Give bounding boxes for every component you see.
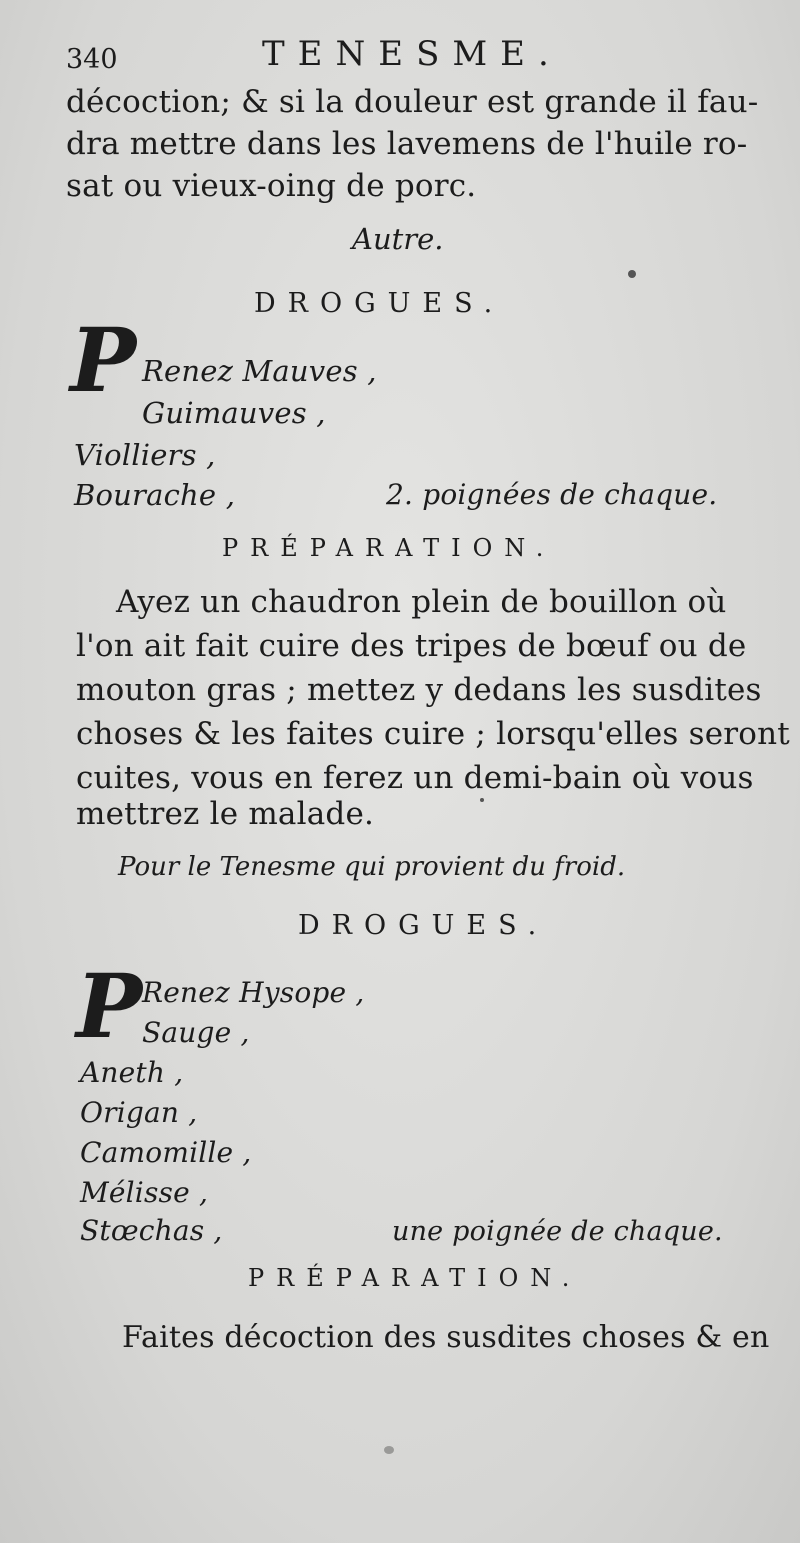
text-line: l'on ait fait cuire des tripes de bœuf ou de xyxy=(76,628,747,664)
preparation-title: PRÉPARATION. xyxy=(248,1264,582,1292)
text-line: cuites, vous en ferez un demi-bain où vous xyxy=(76,760,754,796)
drop-cap: P xyxy=(70,308,137,412)
section-heading: Pour le Tenesme qui provient du froid. xyxy=(118,852,626,882)
text-line: sat ou vieux-oing de porc. xyxy=(66,168,477,204)
text-line: Ayez un chaudron plein de bouillon où xyxy=(116,584,727,620)
paper-speck xyxy=(480,798,484,802)
drug-quantity: une poignée de chaque. xyxy=(392,1216,723,1247)
drugs-title: DROGUES. xyxy=(254,288,505,319)
drug-item: Sauge , xyxy=(142,1016,250,1049)
drug-item: Mélisse , xyxy=(80,1176,209,1209)
drug-quantity: 2. poignées de chaque. xyxy=(386,478,718,511)
paper-speck xyxy=(384,1446,394,1454)
text-line: choses & les faites cuire ; lorsqu'elles seront xyxy=(76,716,790,752)
text-line: décoction; & si la douleur est grande il fau- xyxy=(66,84,759,120)
page-number: 340 xyxy=(66,44,118,75)
drug-item: Aneth , xyxy=(80,1056,184,1089)
text-line: mettrez le malade. xyxy=(76,796,375,832)
drug-item: Origan , xyxy=(80,1096,198,1129)
text-line: Faites décoction des susdites choses & en xyxy=(122,1320,770,1355)
drugs-title: DROGUES. xyxy=(298,910,549,941)
text-line: dra mettre dans les lavemens de l'huile ro- xyxy=(66,126,748,162)
running-title: TENESME. xyxy=(262,34,562,74)
drug-item: Renez Hysope , xyxy=(142,976,365,1009)
drug-item: Renez Mauves , xyxy=(142,354,377,388)
drug-item: Bourache , xyxy=(74,478,236,512)
preparation-title: PRÉPARATION. xyxy=(222,534,556,562)
drug-item: Violliers , xyxy=(74,438,216,472)
drug-item: Stœchas , xyxy=(80,1214,223,1247)
section-heading: Autre. xyxy=(352,222,444,256)
drug-item: Camomille , xyxy=(80,1136,252,1169)
text-line: mouton gras ; mettez y dedans les susdites xyxy=(76,672,762,708)
drop-cap: P xyxy=(76,954,143,1058)
drug-item: Guimauves , xyxy=(142,396,326,430)
paper-speck xyxy=(628,270,636,278)
